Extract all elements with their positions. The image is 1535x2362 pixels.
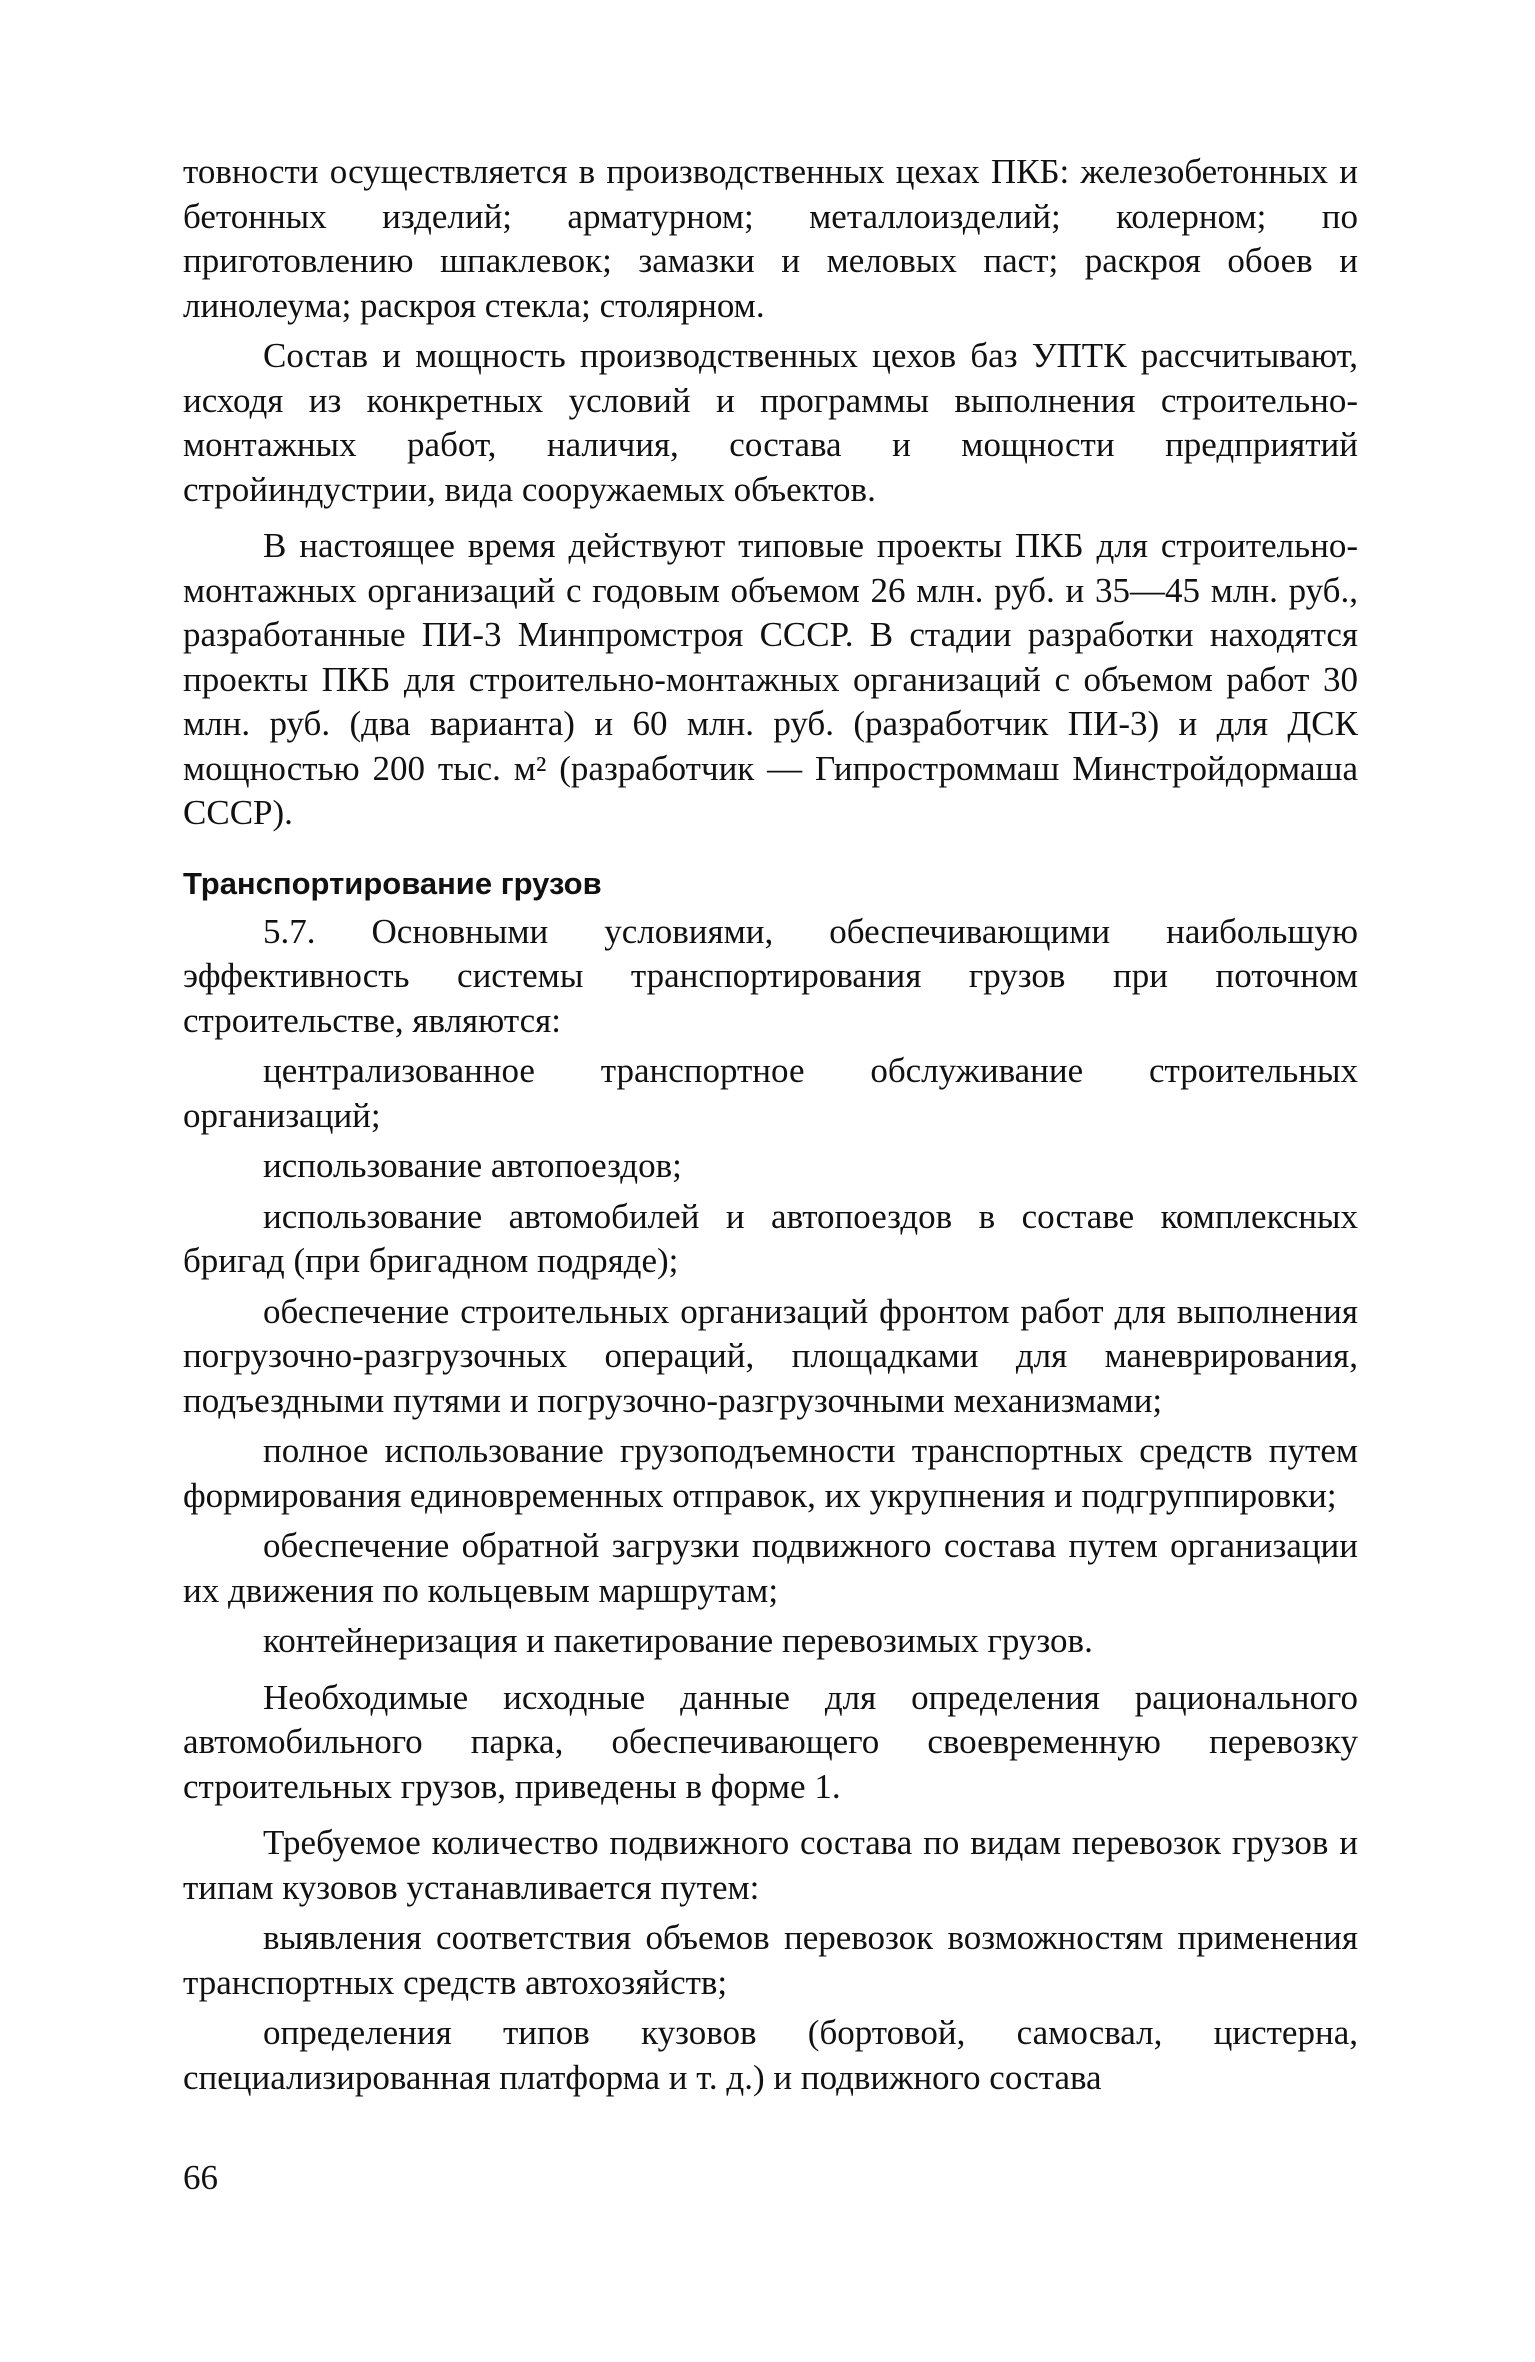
section-heading: Транспортирование грузов bbox=[183, 865, 602, 901]
paragraph-uptk-composition: Состав и мощность производственных цехов баз УПТК рассчитывают, исходя из конкретных условий и программы выполнения строительно-монтажных работ, наличия, состава и мощности предприятий стройиндустрии, вида сооружаемых объектов. bbox=[183, 336, 1358, 509]
list-item: обеспечение обратной загрузки подвижного состава путем организации их движения по кольцевым маршрутам; bbox=[183, 1526, 1358, 1610]
paragraph-typical-projects: В настоящее время действуют типовые проекты ПКБ для строительно-монтажных организаций с годовым объемом 26 млн. руб. и 35—45 млн. руб., разработанные ПИ-3 Минпромстроя СССР. В стадии разработки находятся проекты ПКБ для строительно-монтажных организаций с объемом работ 30 млн. руб. (два варианта) и 60 млн. руб. (разработчик ПИ-3) и для ДСК мощностью 200 тыс. м² (разработчик — Гипростроммаш Минстройдормаша СССР). bbox=[183, 526, 1358, 832]
page-number: 66 bbox=[183, 2158, 218, 2197]
list-item: использование автомобилей и автопоездов в составе комплексных бригад (при бригадном подряде); bbox=[183, 1196, 1358, 1280]
page-body bbox=[183, 150, 1358, 2100]
list-item: определения типов кузовов (бортовой, самосвал, цистерна, специализированная платформа и т. д.) и подвижного состава bbox=[183, 2013, 1358, 2097]
section-intro-text: Основными условиями, обеспечивающими наибольшую эффективность системы транспортирования грузов при поточном строительстве, являются: bbox=[183, 911, 1358, 1040]
list-item: полное использование грузоподъемности транспортных средств путем формирования единовременных отправок, их укрупнения и подгруппировки; bbox=[183, 1431, 1358, 1515]
list-item: централизованное транспортное обслуживание строительных организаций; bbox=[183, 1051, 1358, 1135]
list-item: обеспечение строительных организаций фронтом работ для выполнения погрузочно-разгрузочных операций, площадками для маневрирования, подъездными путями и погрузочно-разгрузочными механизмами; bbox=[183, 1291, 1358, 1420]
list-item: использование автопоездов; bbox=[263, 1146, 682, 1185]
list-item: контейнеризация и пакетирование перевозимых грузов. bbox=[263, 1621, 1093, 1660]
section-number: 5.7. bbox=[263, 911, 316, 951]
paragraph-input-data: Необходимые исходные данные для определения рационального автомобильного парка, обеспечивающего своевременную перевозку строительных грузов, приведены в форме 1. bbox=[183, 1677, 1358, 1806]
paragraph-rolling-stock: Требуемое количество подвижного состава по видам перевозок грузов и типам кузовов устанавливается путем: bbox=[183, 1823, 1358, 1907]
list-item: выявления соответствия объемов перевозок возможностям применения транспортных средств автохозяйств; bbox=[183, 1918, 1358, 2002]
paragraph-section-intro bbox=[183, 910, 1358, 1044]
paragraph-continuation: товности осуществляется в производственных цехах ПКБ: железобетонных и бетонных изделий; арматурном; металлоизделий; колерном; по приготовлению шпаклевок; замазки и меловых паст; раскроя обоев и линолеума; раскроя стекла; столярном. bbox=[183, 152, 1358, 325]
